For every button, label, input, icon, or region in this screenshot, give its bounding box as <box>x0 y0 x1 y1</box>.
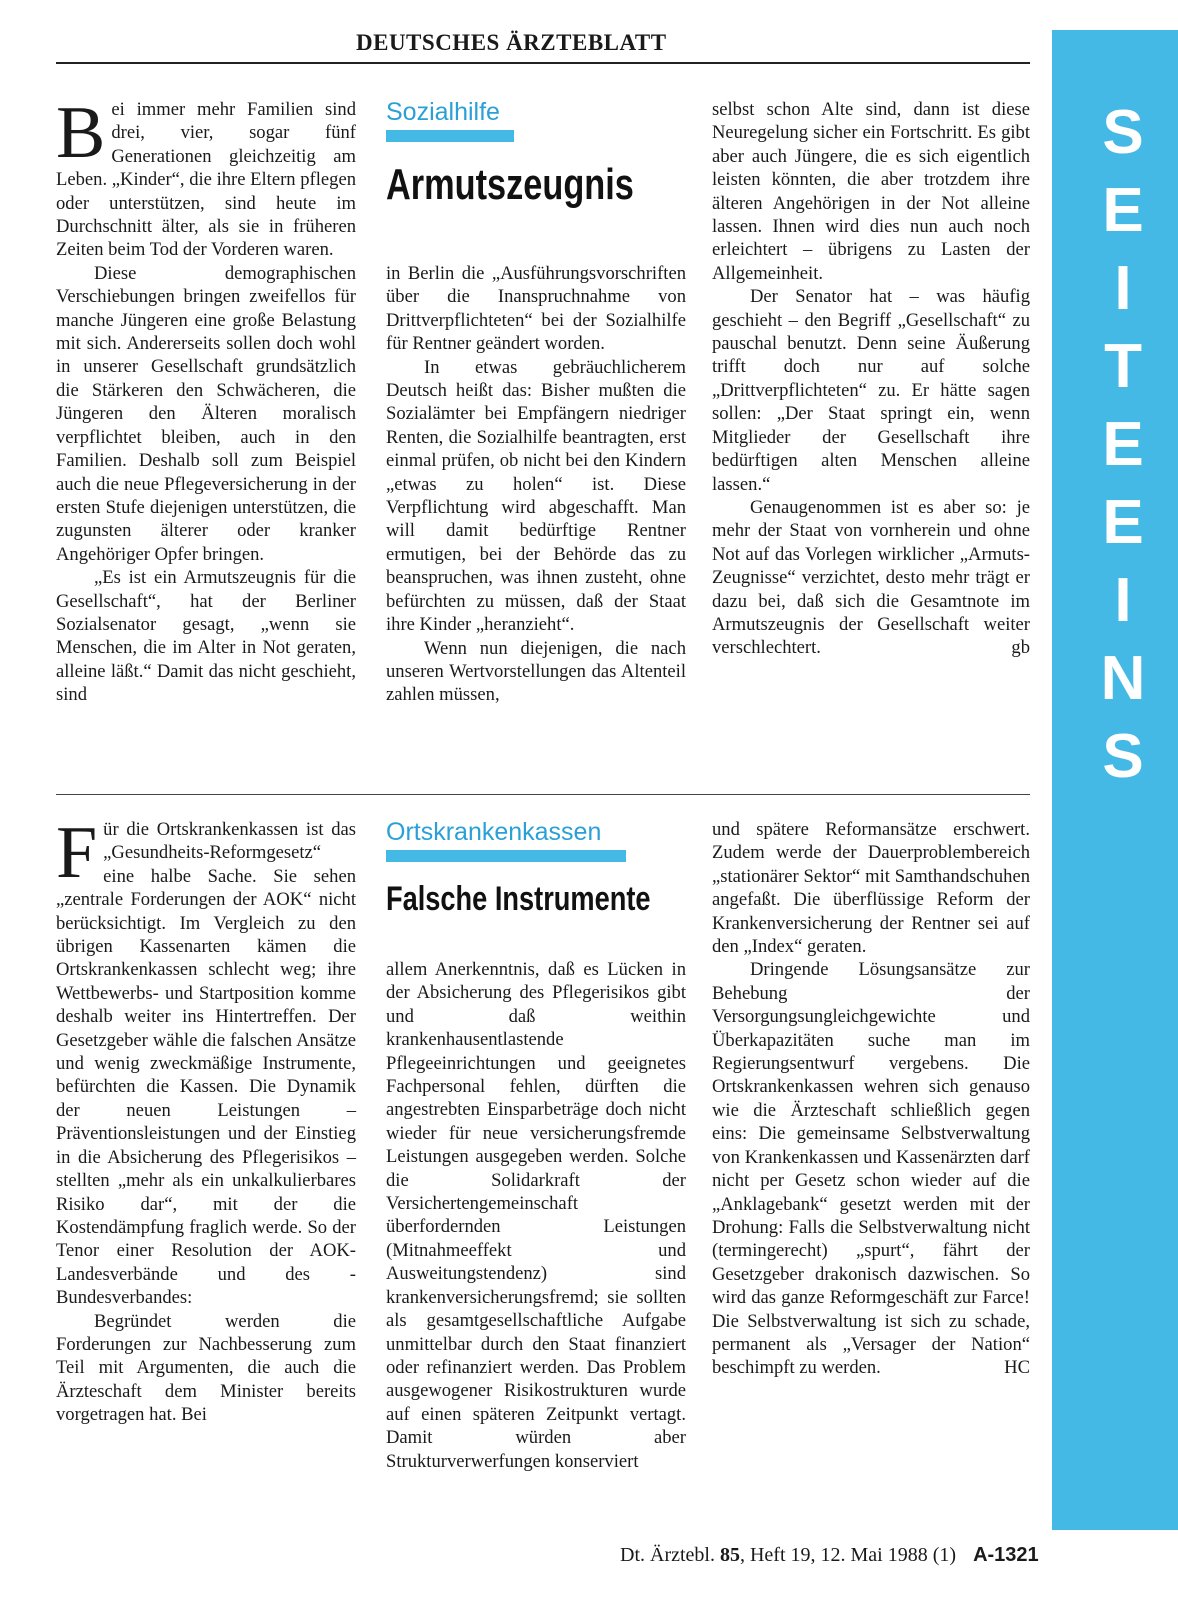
page-footer <box>620 1544 1120 1567</box>
section-divider <box>56 794 1030 795</box>
article1-kicker: Sozialhilfe <box>386 98 500 126</box>
sidebar-letter: E <box>1102 488 1144 557</box>
page-number: A-1321 <box>973 1544 1039 1566</box>
citation-prefix: Dt. Ärztebl. <box>620 1544 715 1566</box>
article2-column-3 <box>712 818 1030 1380</box>
article1-column-2 <box>386 262 686 707</box>
article2-column-1 <box>56 812 356 1427</box>
article2-kicker: Ortskrankenkassen <box>386 818 602 846</box>
dropcap: B <box>56 92 106 174</box>
article2-paragraph: ür die Ortskrankenkassen ist das „Gesundheits-Reformgesetz“ eine halbe Sache. Sie sehen „zentrale Forderungen der AOK“ nicht berücksichtigt. Im Vergleich zu den übrigen Kassenarten kämen die Ortskrankenkassen schlecht weg; ihre Wettbewerbs- und Startposition komme deshalb weiter ins Hintertreffen. Der Gesetzgeber wähle die falschen Ansätze und wenig zweckmäßige Instrumente, befürchten die Kassen. Die Dynamik der neuen Leistungen – Präventionsleistungen und der Einstieg in die Absicherung des Pflegerisikos – stellten „mehr als ein unkalkulierbares Risiko dar“, mit der die Kostendämpfung fraglich werde. So der Tenor einer Resolution der AOK-Landesverbände und des -Bundesverbandes: <box>56 819 356 1309</box>
author-signature: gb <box>1011 637 1030 659</box>
article1-paragraph: Der Senator hat – was häufig geschieht – den Begriff „Gesellschaft“ zu pauschal benutzt. Denn seine Äußerung trifft doch nur auf solche „Drittverpflichteten“ zu. Er hätte sagen sollen: „Der Staat springt ein, wenn Mitglieder der Gesellschaft ihre bedürftigen alten Menschen alleine lassen.“ <box>712 286 1030 495</box>
sidebar-letter: I <box>1114 566 1132 635</box>
seite-eins-sidebar <box>1052 30 1178 1530</box>
article2-column-2 <box>386 958 686 1473</box>
article1-paragraph: ei immer mehr Familien sind drei, vier, sogar fünf Generationen gleichzeitig am Leben. „Kinder“, die ihre Eltern pflegen oder unterstützen, sind heute im Durchschnitt älter, als sie in früheren Zeiten beim Tod der Vorderen waren. <box>56 99 356 261</box>
sidebar-letter: E <box>1102 176 1144 245</box>
masthead-title: DEUTSCHES ÄRZTEBLATT <box>356 30 667 55</box>
article1-paragraph: In etwas gebräuchlicherem Deutsch heißt das: Bisher mußten die Sozialämter bei Empfängern niedriger Renten, die Sozialhilfe beantragten, erst einmal prüfen, ob nicht bei den Kindern „etwas zu holen“ ist. Diese Verpflichtung wird abgeschafft. Man will damit bedürftige Rentner ermutigen, bei der Behörde das zu beanspruchen, was ihnen zusteht, ohne befürchten zu müssen, daß der Staat ihre Kinder „heranzieht“. <box>386 356 686 636</box>
sidebar-letter: S <box>1102 722 1144 791</box>
sidebar-letter: T <box>1104 332 1142 401</box>
kicker-bar <box>386 130 514 142</box>
sidebar-letter: S <box>1102 98 1144 167</box>
citation-rest: , Heft 19, 12. Mai 1988 (1) <box>739 1544 957 1566</box>
author-signature: HC <box>1004 1357 1030 1379</box>
article1-headline: Armutszeugnis <box>386 160 634 209</box>
article2-paragraph: Begründet werden die Forderungen zur Nachbesserung zum Teil mit Argumenten, die auch die Ärzteschaft dem Minister bereits vorgetragen hat. Bei <box>56 1310 356 1426</box>
article1-column-1 <box>56 92 356 707</box>
citation-volume: 85 <box>719 1544 740 1566</box>
article1-paragraph: Diese demographischen Verschiebungen bringen zweifellos für manche Jüngeren eine große Belastung mit sich. Andererseits sollen doch wohl in unserer Gesellschaft grundsätzlich die Stärkeren den Schwächeren, die Jüngeren den Älteren moralisch verpflichtet bleiben, auch in den Familien. Deshalb soll zum Beispiel auch die neue Pflegeversicherung in der ersten Stufe diejenigen unterstützen, die zugunsten älterer oder kranker Angehöriger Opfer bringen. <box>56 262 356 565</box>
dropcap: F <box>56 812 98 894</box>
sidebar-letter: I <box>1114 254 1132 323</box>
article1-paragraph: selbst schon Alte sind, dann ist diese Neuregelung sicher ein Fortschritt. Es gibt aber auch Jüngere, die es sich eigentlich leisten könnten, die aber trotzdem ihre älteren Angehörigen in der Not alleine lassen. Ihnen wird dies nun auch noch erleichtert – übrigens zu Lasten der Allgemeinheit. <box>712 99 1030 284</box>
article1-paragraph: Wenn nun diejenigen, die nach unseren Wertvorstellungen das Altenteil zahlen müssen, <box>386 637 686 706</box>
article2-headline: Falsche Instrumente <box>386 880 651 918</box>
article1-paragraph: Genaugenommen ist es aber so: je mehr der Staat von vornherein und ohne Not auf das Vorlegen wirklicher „Armuts-Zeugnisse“ verzichtet, desto mehr trägt er dazu bei, daß sich die Gesamtnote im Armutszeugnis der Gesellschaft weiter verschlechtert. <box>712 496 1030 659</box>
sidebar-letter: N <box>1100 644 1146 713</box>
article2-paragraph: Dringende Lösungsansätze zur Behebung der Versorgungsungleichgewichte und Überkapazitäten suche man im Regierungsentwurf vergebens. Die Ortskrankenkassen wehren sich genauso wie die Ärzteschaft schließlich gegen eins: Die gemeinsame Selbstverwaltung von Krankenkassen und Kassenärzten darf nicht per Gesetz schon wieder auf die „Anklagebank“ gesetzt werden mit der Drohung: Falls die Selbstverwaltung nicht (termingerecht) „spurt“, fährt der Gesetzgeber drakonisch dazwischen. So wird das ganze Reformgeschäft zur Farce! Die Selbstverwaltung ist sich zu schade, permanent als „Versager der Nation“ beschimpft zu werden. <box>712 959 1030 1379</box>
article2-paragraph: und spätere Reformansätze erschwert. Zudem werde der Dauerproblembereich „stationärer Sektor“ mit Samthandschuhen angefaßt. Die überflüssige Reform der Krankenversicherung der Rentner sei auf den „Index“ geraten. <box>712 819 1030 958</box>
kicker-bar <box>386 850 626 862</box>
article1-column-3 <box>712 98 1030 660</box>
sidebar-letter: E <box>1102 410 1144 479</box>
article1-paragraph: in Berlin die „Ausführungsvorschriften über die Inanspruchnahme von Drittverpflichteten“ bei der Sozialhilfe für Rentner geändert worden. <box>386 263 686 355</box>
article2-paragraph: allem Anerkenntnis, daß es Lücken in der Absicherung des Pflegerisikos gibt und daß weithin krankenhausentlastende Pflegeeinrichtungen und geeignetes Fachpersonal fehlen, dürften die angestrebten Einsparbeträge doch nicht wieder für neue versicherungsfremde Leistungen ausgegeben werden. Solche die Solidarkraft der Versichertengemeinschaft überfordernden Leistungen (Mitnahmeeffekt und Ausweitungstendenz) sind krankenversicherungsfremd; sie sollten als gesamtgesellschaftliche Aufgabe unmittelbar durch den Staat finanziert oder refinanziert werden. Das Problem ausgewogener Risikostrukturen wurde auf einen späteren Zeitpunkt vertagt. Damit würden aber Strukturverwerfungen konserviert <box>386 959 686 1472</box>
masthead <box>56 30 1030 64</box>
article1-paragraph: „Es ist ein Armutszeugnis für die Gesellschaft“, hat der Berliner Sozialsenator gesagt, „wenn sie Menschen, die im Alter in Not geraten, alleine läßt.“ Damit das nicht geschieht, sind <box>56 567 356 706</box>
